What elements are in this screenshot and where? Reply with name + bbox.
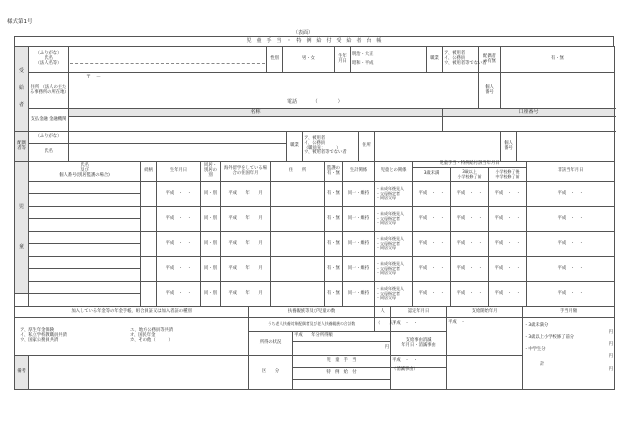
relation-option: ・未成年後見人	[376, 211, 404, 217]
relation-option: ・父母指定者	[376, 265, 400, 271]
relation-option: ・同居父母	[376, 270, 396, 276]
child-personal-number-field[interactable]	[15, 294, 29, 307]
child-abroad[interactable]: 平成 年 月	[221, 232, 271, 257]
child-cohabit[interactable]: 同・別	[201, 207, 221, 232]
relation-option: ・父母指定者	[376, 190, 400, 196]
child-cohabit[interactable]: 同・別	[201, 282, 221, 307]
side-label: （表面）	[293, 30, 314, 36]
child-name-header: 氏名 及び 個人番号(別居監護の場合)	[29, 162, 141, 182]
amount-item: ・中学生分	[524, 346, 546, 352]
total-label: 計	[540, 361, 545, 367]
child-cohabit[interactable]: 同・別	[201, 257, 221, 282]
income-unit: 円	[293, 342, 391, 356]
non-eligible-header: 非該当年月日	[527, 162, 615, 182]
start-value[interactable]: 平成 ・	[447, 318, 523, 356]
special-value[interactable]: （ 人）	[375, 318, 391, 332]
child-custody[interactable]: 有・無	[325, 182, 343, 207]
side-char: 童	[18, 243, 24, 250]
birth-value[interactable]	[351, 47, 427, 73]
child-personal-number-field[interactable]	[29, 244, 141, 257]
spouse-personal-number-field[interactable]	[517, 132, 615, 162]
child-age3-elem-date[interactable]: 平成 ・ ・	[451, 257, 489, 282]
child-custody[interactable]: 有・無	[325, 257, 343, 282]
child-age3-elem-date[interactable]: 平成 ・ ・	[451, 232, 489, 257]
pension-option: エ、地方公務員等共済	[130, 328, 174, 334]
child-relation-detail[interactable]	[375, 207, 413, 232]
cohabit-header: 同居・別居の別	[201, 162, 221, 182]
child-jhs-date[interactable]: 平成 ・ ・	[489, 282, 527, 307]
child-address-field[interactable]	[271, 232, 325, 257]
form-number: 様式第1号	[7, 19, 33, 25]
pension-option: イ、私立学校教職員共済	[20, 333, 67, 339]
amount-breakdown[interactable]	[523, 318, 615, 390]
child-name-field[interactable]	[29, 257, 141, 269]
amount-unit: 円	[608, 341, 614, 347]
child-age3-elem-date[interactable]: 平成 ・ ・	[451, 207, 489, 232]
eff-label: 支給事由消滅 年月日・消滅事由	[391, 332, 447, 356]
child-jhs-date[interactable]: 平成 ・ ・	[489, 182, 527, 207]
amount-unit: 円	[608, 366, 614, 372]
child-name-field[interactable]	[29, 232, 141, 244]
side-char: 児	[18, 203, 24, 210]
amount-item: ・3歳未満分	[524, 323, 549, 328]
child-birth[interactable]: 平成 ・ ・	[157, 182, 201, 207]
child-row	[15, 282, 615, 294]
amount-unit: 円	[608, 353, 614, 359]
amount-label: 手当月額	[523, 307, 615, 318]
child-abroad[interactable]: 平成 年 月	[221, 182, 271, 207]
postal-mark: 〒 －	[86, 74, 102, 80]
side-char: 受	[18, 67, 24, 74]
spouse-occupation-option: イ、公務員	[304, 140, 326, 146]
child-personal-number-field[interactable]	[29, 219, 141, 232]
child-personal-number-field[interactable]	[29, 269, 141, 282]
child-address-field[interactable]	[271, 282, 325, 307]
child-address-field[interactable]	[271, 207, 325, 232]
category-item[interactable]: 児 童 手 当	[293, 356, 391, 368]
pension-option: オ、国民年金	[130, 333, 156, 339]
spouse-table	[14, 131, 615, 162]
bank-label: 支払金融 金融機関	[29, 109, 69, 132]
child-relation-field[interactable]	[141, 182, 157, 207]
birth-era-1: 明治・大正	[352, 51, 374, 57]
child-age3-date[interactable]: 平成 ・ ・	[413, 182, 451, 207]
spouse-furigana-label: （ふりがな）	[29, 132, 69, 144]
side-char: 者	[18, 102, 24, 109]
child-abroad[interactable]: 平成 年 月	[221, 207, 271, 232]
relation-option: ・同居父母	[376, 295, 396, 301]
start-blank	[447, 356, 523, 390]
jhs-header: 小学校修了後 中学校修了前	[489, 168, 527, 182]
occupation-option: イ、公務員	[444, 56, 466, 62]
occupation-option: ウ、被用者等でない者	[444, 60, 487, 66]
recipient-side-label	[15, 47, 29, 132]
phone-label	[287, 100, 343, 106]
livelihood-header: 生計関係	[343, 162, 375, 182]
child-age3-date[interactable]: 平成 ・ ・	[413, 282, 451, 307]
child-cohabit[interactable]: 同・別	[201, 232, 221, 257]
side-char: 給	[18, 85, 24, 92]
child-name-field[interactable]	[29, 207, 141, 219]
gender-value[interactable]: 男・女	[283, 47, 335, 73]
birth-label: 生年 月日	[335, 47, 351, 73]
child-abroad[interactable]: 平成 年 月	[221, 257, 271, 282]
pension-label: 加入している年金等の年金手帳、組合員証又は加入者証の種別	[15, 307, 249, 318]
relation-header: 続柄	[141, 162, 157, 182]
relation-option: ・未成年後見人	[376, 236, 404, 242]
relation-option: ・父母指定者	[376, 290, 400, 296]
child-address-field[interactable]	[271, 182, 325, 207]
occupation-label: 職業	[427, 47, 443, 73]
child-age3-elem-date[interactable]: 平成 ・ ・	[451, 182, 489, 207]
child-personal-number-field[interactable]	[29, 194, 141, 207]
pension-option: カ、その他（ ）	[130, 337, 173, 343]
child-custody[interactable]: 有・無	[325, 207, 343, 232]
child-age3-date[interactable]: 平成 ・ ・	[413, 257, 451, 282]
spouse-occupation-option: ア、被用者	[304, 135, 326, 141]
personal-number-field[interactable]	[501, 73, 615, 109]
relation-option: ・同居父母	[376, 195, 396, 201]
recipient-table	[14, 46, 615, 132]
income-label: 所得の状況	[249, 332, 293, 356]
child-birth[interactable]: 平成 ・ ・	[157, 232, 201, 257]
spouse-exists-value[interactable]: 有・無	[501, 47, 615, 73]
child-jhs-date[interactable]: 平成 ・ ・	[489, 232, 527, 257]
amount-item: ・3歳以上小学校修了前分	[524, 334, 575, 340]
child-non-eligible-date[interactable]: 平成 ・ ・	[527, 232, 615, 257]
child-address-field[interactable]	[271, 257, 325, 282]
special-label: うち老人扶養対象配偶者及び老人扶養親族の合計数	[249, 318, 375, 332]
child-name-field[interactable]	[29, 282, 141, 294]
remarks-label: 備考	[15, 356, 29, 390]
spouse-occupation-option: （職員先： ）	[304, 145, 341, 151]
certified-label: 認定年月日	[391, 307, 447, 318]
child-relation-detail[interactable]	[375, 282, 413, 307]
age3-header: 3歳未満	[413, 168, 451, 182]
spouse-name-field[interactable]	[69, 144, 287, 162]
child-relation-field[interactable]	[141, 207, 157, 232]
amount-unit: 円	[608, 329, 614, 335]
relation-option: ・未成年後見人	[376, 286, 404, 292]
personal-number-label: 個人 番号	[479, 73, 501, 109]
child-relation-field[interactable]	[141, 232, 157, 257]
spouse-furigana-field[interactable]	[69, 132, 287, 144]
child-cohabit[interactable]: 同・別	[201, 182, 221, 207]
child-relation-detail[interactable]	[375, 182, 413, 207]
remarks-field[interactable]	[29, 356, 249, 390]
spouse-exists-label: 配偶者 の有無	[479, 47, 501, 73]
birth-header: 生年月日	[157, 162, 201, 182]
dependents-label: 扶養親族等及び児童の数	[249, 307, 375, 318]
custody-header: 監護の有・無	[325, 162, 343, 182]
child-name-field[interactable]	[29, 182, 141, 194]
children-side-label	[15, 162, 29, 294]
relation-option: ・同居父母	[376, 220, 396, 226]
child-non-eligible-date[interactable]: 平成 ・ ・	[527, 207, 615, 232]
relation-option: ・未成年後見人	[376, 186, 404, 192]
recipient-address-field[interactable]	[69, 73, 479, 109]
child-age3-date[interactable]: 平成 ・ ・	[413, 232, 451, 257]
pension-options[interactable]	[15, 318, 249, 356]
child-livelihood[interactable]: 同一・維持	[343, 232, 375, 257]
category-blank	[293, 380, 391, 390]
relation-detail-header: 児童との関係	[375, 162, 413, 182]
income-year[interactable]: 平成 年分所得額	[293, 332, 391, 342]
child-age3-date[interactable]: 平成 ・ ・	[413, 207, 451, 232]
child-custody[interactable]: 有・無	[325, 232, 343, 257]
child-jhs-date[interactable]: 平成 ・ ・	[489, 257, 527, 282]
spouse-occupation-option: ウ、被用者等でない者	[304, 150, 347, 156]
child-livelihood[interactable]: 同一・維持	[343, 257, 375, 282]
eff-value[interactable]: 平成 ・ ・	[391, 356, 447, 368]
phone-parens: （ ）	[312, 99, 343, 106]
category-label: 区 分	[249, 356, 293, 390]
dependents-unit: 人	[375, 307, 391, 318]
child-non-eligible-date[interactable]: 平成 ・ ・	[527, 257, 615, 282]
bottom-table	[14, 306, 615, 390]
child-address-header: 住 所	[271, 162, 325, 182]
bank-name-header: 名称	[69, 109, 443, 117]
child-non-eligible-date[interactable]: 平成 ・ ・	[527, 282, 615, 307]
gender-label: 性別	[267, 47, 283, 73]
occupation-options[interactable]	[443, 47, 487, 73]
child-birth[interactable]: 平成 ・ ・	[157, 257, 201, 282]
start-label: 支給開始年月	[447, 307, 523, 318]
pension-option: ウ、国家公務員共済	[20, 337, 59, 343]
account-field[interactable]	[443, 117, 615, 132]
child-row	[15, 232, 615, 244]
spouse-occupation-label: 職業	[287, 132, 303, 162]
relation-option: ・同居父母	[376, 245, 396, 251]
child-livelihood[interactable]: 同一・維持	[343, 282, 375, 307]
child-birth[interactable]: 平成 ・ ・	[157, 282, 201, 307]
child-row	[15, 257, 615, 269]
certified-value[interactable]: 平成 ・ ・	[391, 318, 447, 332]
relation-option: ・父母指定者	[376, 215, 400, 221]
phone-label-text: 電話	[287, 99, 298, 106]
recipient-address-label: 住所 （法人の主たる事務所の所在地）	[29, 73, 69, 109]
recipient-name-label: （ふりがな） 氏名 （法人名等）	[29, 47, 69, 73]
eff-reason[interactable]: （消滅事由）	[391, 368, 447, 390]
child-livelihood[interactable]: 同一・維持	[343, 207, 375, 232]
birth-era-2: 昭和・平成	[352, 60, 374, 66]
pension-option: ア、厚生年金保険	[20, 328, 55, 334]
child-relation-field[interactable]	[141, 257, 157, 282]
child-birth[interactable]: 平成 ・ ・	[157, 207, 201, 232]
relation-option: ・父母指定者	[376, 240, 400, 246]
relation-option: ・未成年後見人	[376, 261, 404, 267]
category-item[interactable]: 特 例 給 付	[293, 368, 391, 380]
occupation-option: ア、被用者	[444, 51, 466, 57]
child-relation-field[interactable]	[141, 282, 157, 307]
spouse-address-field[interactable]	[375, 132, 501, 162]
child-abroad[interactable]: 平成 年 月	[221, 282, 271, 307]
child-row	[15, 182, 615, 194]
bank-name-field[interactable]	[69, 117, 443, 132]
child-livelihood[interactable]: 同一・維持	[343, 182, 375, 207]
abroad-header: 海外留学をしている場合の住国年月	[221, 162, 271, 182]
child-relation-detail[interactable]	[375, 257, 413, 282]
spouse-personal-number-label: 個人 番号	[501, 132, 517, 162]
child-age3-elem-date[interactable]: 平成 ・ ・	[451, 282, 489, 307]
age3-elem-header: 3歳以上 小学校修了前	[451, 168, 489, 182]
child-custody[interactable]: 有・無	[325, 282, 343, 307]
recipient-name-field[interactable]	[69, 47, 267, 73]
child-relation-detail[interactable]	[375, 232, 413, 257]
child-row	[15, 207, 615, 219]
child-non-eligible-date[interactable]: 平成 ・ ・	[527, 182, 615, 207]
account-header: 口座番号	[443, 109, 615, 117]
spouse-side-label: 配偶者等	[15, 132, 29, 162]
child-jhs-date[interactable]: 平成 ・ ・	[489, 207, 527, 232]
children-table	[14, 161, 615, 307]
spouse-name-label: 氏名	[29, 144, 69, 162]
spouse-occupation-options[interactable]	[303, 132, 359, 162]
period-group-header: 児童手当・特例給付該当年月日	[413, 162, 527, 168]
form-title: 児 童 手 当 ・ 特 例 給 付 受 給 者 台 帳	[15, 37, 614, 47]
spouse-address-label: 住所	[359, 132, 375, 162]
